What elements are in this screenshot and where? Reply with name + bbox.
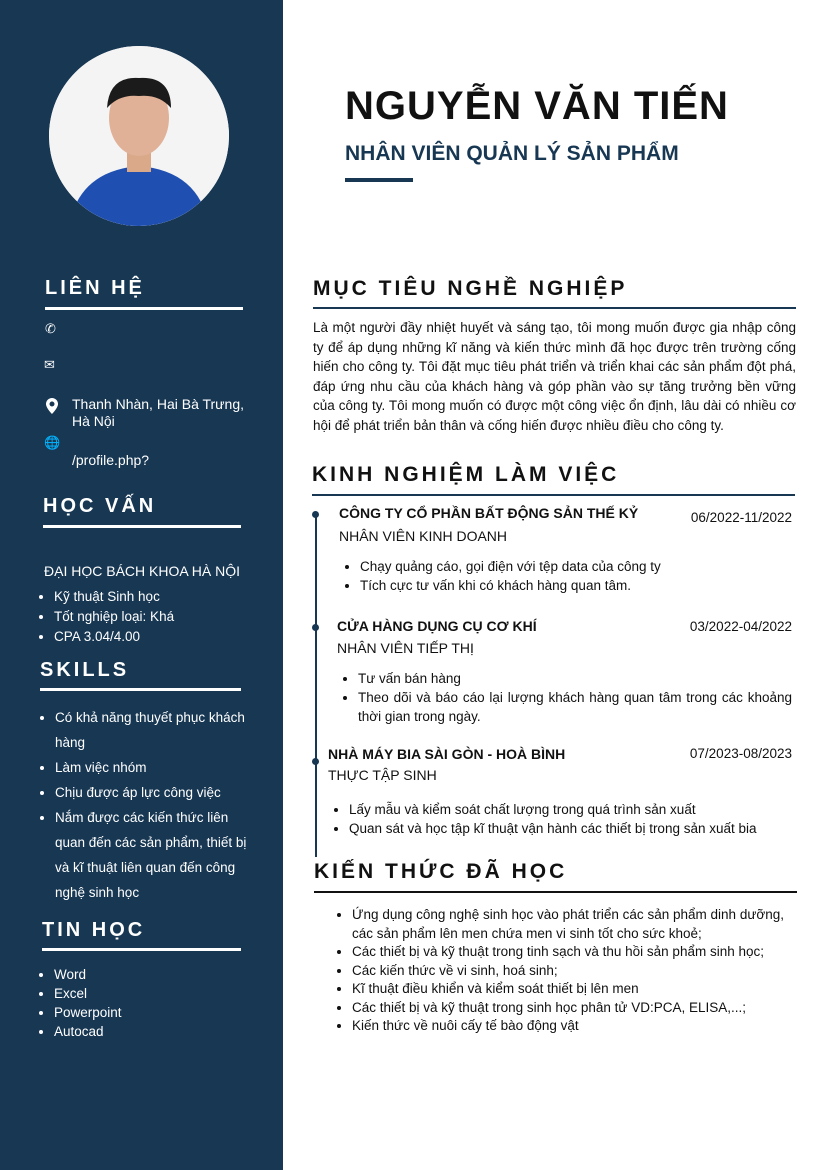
timeline-dot [312, 624, 319, 631]
job-tasks [340, 669, 792, 726]
globe-icon: 🌐 [44, 435, 61, 450]
avatar [49, 46, 229, 226]
list-item: • Làm việc nhóm [55, 755, 252, 780]
job-company: CỬA HÀNG DỤNG CỤ CƠ KHÍ [337, 618, 537, 634]
sidebar [0, 0, 283, 1170]
list-item: • Chịu được áp lực công việc [55, 780, 252, 805]
timeline-dot [312, 511, 319, 518]
list-item: • Tư vấn bán hàng [358, 669, 792, 688]
list-item: • Word [54, 965, 122, 984]
candidate-name: NGUYỄN VĂN TIẾN [345, 84, 729, 128]
list-item: • Theo dõi và báo cáo lại lượng khách hàng quan tâm trong các khoảng thời gian trong ngày. [358, 688, 792, 726]
divider [43, 525, 241, 528]
list-item: • Có khả năng thuyết phục khách hàng [55, 705, 252, 755]
list-item: • Kỹ thuật Sinh học [54, 587, 174, 607]
job-dates: 06/2022-11/2022 [690, 510, 792, 525]
timeline-line [315, 512, 317, 857]
job-dates: 07/2023-08/2023 [689, 746, 792, 761]
contact-website[interactable]: /profile.php? [72, 452, 150, 468]
objective-heading: MỤC TIÊU NGHỀ NGHIỆP [313, 277, 628, 300]
list-item: • Các thiết bị và kỹ thuật trong sinh học phân tử VD:PCA, ELISA,...; [352, 999, 784, 1018]
knowledge-list [334, 906, 784, 1036]
list-item: • Ứng dụng công nghệ sinh học vào phát triển các sản phẩm dinh dưỡng, các sản phẩm lên men chứa men vi sinh tốt cho sức khoẻ; [352, 906, 784, 943]
list-item: • Powerpoint [54, 1003, 122, 1022]
job-company: CÔNG TY CỔ PHẦN BẤT ĐỘNG SẢN THẾ KỶ [339, 505, 639, 521]
job-role: THỰC TẬP SINH [328, 767, 437, 783]
divider [313, 307, 796, 309]
divider [314, 891, 797, 893]
contact-address: Thanh Nhàn, Hai Bà Trưng, Hà Nội [72, 396, 245, 429]
email-icon: ✉ [44, 357, 55, 372]
timeline-dot [312, 758, 319, 765]
list-item: • Excel [54, 984, 122, 1003]
list-item: • Tốt nghiệp loại: Khá [54, 607, 174, 627]
experience-heading: KINH NGHIỆM LÀM VIỆC [312, 463, 620, 486]
list-item: • Kĩ thuật điều khiển và kiểm soát thiết bị lên men [352, 980, 784, 999]
contact-heading: LIÊN HỆ [45, 277, 145, 299]
skills-heading: SKILLS [40, 659, 130, 681]
knowledge-heading: KIẾN THỨC ĐÃ HỌC [314, 860, 568, 883]
job-title: NHÂN VIÊN QUẢN LÝ SẢN PHẨM [345, 142, 679, 165]
list-item: • Tích cực tư vấn khi có khách hàng quan tâm. [360, 576, 792, 595]
objective-text: Là một người đầy nhiệt huyết và sáng tạo, tôi mong muốn được gia nhập công ty để áp dụng những kĩ năng và kiến thức mình đã học được trên trường cống hiến cho công ty. Tôi đặt mục tiêu phát triển và triển khai các sản phẩm đột phá, đáp ứng nhu cầu của khách hàng và góp phần vào sự tăng trưởng bền vững của công ty. Tôi mong muốn có được một công việc ổn định, lâu dài có nhiều cơ hội để phát triển bản thân và cống hiến được nhiều điều cho công ty. [313, 320, 796, 433]
list-item: • Các kiến thức về vi sinh, hoá sinh; [352, 962, 784, 981]
skills-list [37, 705, 252, 905]
education-heading: HỌC VẤN [43, 495, 157, 517]
location-pin-icon [46, 398, 60, 412]
job-tasks [331, 800, 792, 838]
list-item: • Các thiết bị và kỹ thuật trong tinh sạch và thu hồi sản phẩm sinh học; [352, 943, 784, 962]
list-item: • Autocad [54, 1022, 122, 1041]
phone-icon: ✆ [45, 321, 56, 336]
it-list [36, 965, 122, 1041]
list-item: • Quan sát và học tập kĩ thuật vận hành các thiết bị trong sản xuất bia [349, 819, 792, 838]
divider [45, 307, 243, 310]
divider [42, 948, 241, 951]
education-list [36, 587, 174, 647]
job-role: NHÂN VIÊN KINH DOANH [339, 528, 508, 544]
list-item: • Nắm được các kiến thức liên quan đến các sản phẩm, thiết bị và kĩ thuật liên quan đến công nghệ sinh học [55, 805, 252, 905]
list-item: • Chạy quảng cáo, gọi điện với tệp data của công ty [360, 557, 792, 576]
job-dates: 03/2022-04/2022 [689, 619, 792, 634]
divider [40, 688, 241, 691]
job-role: NHÂN VIÊN TIẾP THỊ [337, 640, 474, 656]
list-item: • Lấy mẫu và kiểm soát chất lượng trong quá trình sản xuất [349, 800, 792, 819]
job-tasks [342, 557, 792, 595]
list-item: • CPA 3.04/4.00 [54, 627, 174, 647]
job-company: NHÀ MÁY BIA SÀI GÒN - HOÀ BÌNH [328, 746, 566, 762]
divider [312, 494, 795, 496]
title-underline [345, 178, 413, 182]
list-item: • Kiến thức về nuôi cấy tế bào động vật [352, 1017, 784, 1036]
education-school: ĐẠI HỌC BÁCH KHOA HÀ NỘI [44, 563, 241, 579]
it-heading: TIN HỌC [42, 919, 146, 941]
